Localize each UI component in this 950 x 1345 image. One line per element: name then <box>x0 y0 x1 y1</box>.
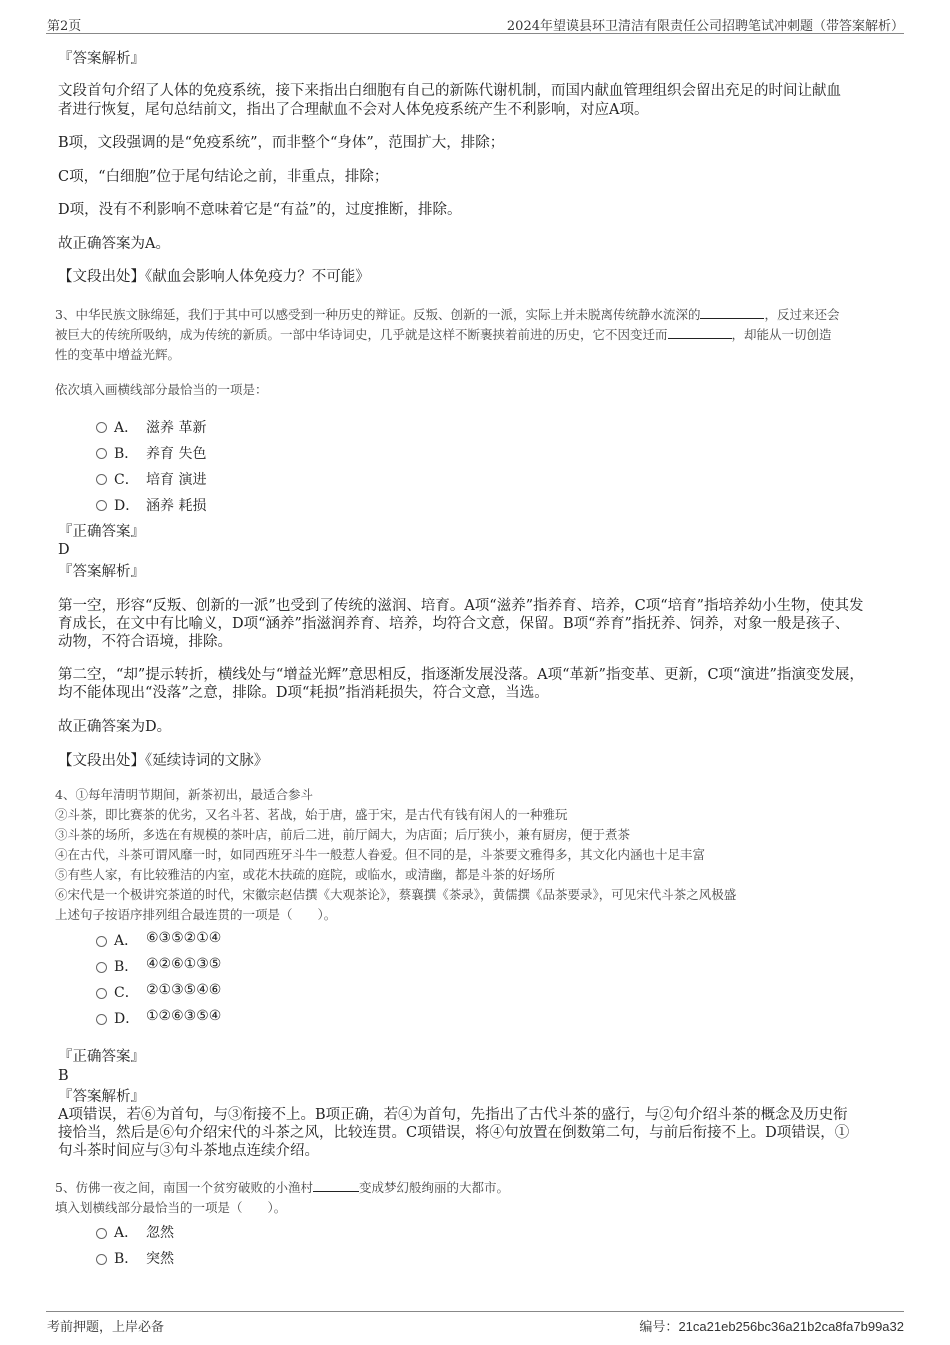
q4-option-c-letter: C． <box>114 985 139 1001</box>
q3-option-b-text: 养育 失色 <box>146 446 207 462</box>
q3-option-c-radio[interactable] <box>96 474 107 485</box>
q3-stem-line <box>55 325 832 345</box>
q5-option-a-letter: A． <box>114 1225 139 1241</box>
q3-option-a-radio[interactable] <box>96 422 107 433</box>
q4-answer-label: 『正确答案』 <box>58 1049 145 1065</box>
q3-answer: D <box>58 542 70 558</box>
q3-analysis-line: 均不能体现出“没落”之意，排除。D项“耗损”指消耗损失，符合文意，当选。 <box>58 685 549 701</box>
q2-analysis-line: 文段首句介绍了人体的免疫系统，接下来指出白细胞有自己的新陈代谢机制，而国内献血管理组织会留出充足的时间让献血 <box>58 83 841 99</box>
q4-option-b-letter: B． <box>114 959 139 975</box>
document-title: 2024年望谟县环卫清洁有限责任公司招聘笔试冲刺题（带答案解析） <box>506 19 904 34</box>
footer-code-value: 21ca21eb256bc36a21b2ca8fa7b99a32 <box>678 1319 904 1334</box>
q3-analysis-line: 第一空，形容“反叛、创新的一派”也受到了传统的滋润、培育。A项“滋养”指养育、培养，C项“培育”指培养幼小生物，使其发 <box>58 598 864 614</box>
q5-instruction: 填入划横线部分最恰当的一项是（ ）。 <box>55 1200 287 1215</box>
q4-option-b-radio[interactable] <box>96 962 107 973</box>
q2-analysis-line: 者进行恢复，尾句总结前文，指出了合理献血不会对人体免疫系统产生不利影响，对应A项。 <box>58 102 649 118</box>
q3-instruction: 依次填入画横线部分最恰当的一项是： <box>55 382 268 397</box>
q3-stem-line: 性的变革中增益光辉。 <box>55 347 181 362</box>
footer-code <box>639 1316 904 1335</box>
q3-stem-text: ，反过来还会 <box>764 307 840 322</box>
q4-option-b-text: ④②⑥①③⑤ <box>146 956 222 972</box>
q4-instruction: 上述句子按语序排列组合最连贯的一项是（ ）。 <box>55 907 337 922</box>
q4-option-c-radio[interactable] <box>96 988 107 999</box>
q3-conclusion: 故正确答案为D。 <box>58 719 172 735</box>
q4-option-a-radio[interactable] <box>96 936 107 947</box>
q4-analysis-label: 『答案解析』 <box>58 1089 145 1105</box>
q5-stem-text: 5、仿佛一夜之间，南国一个贫穷破败的小渔村 <box>55 1180 313 1195</box>
q3-option-d-radio[interactable] <box>96 500 107 511</box>
q4-answer: B <box>58 1068 69 1084</box>
q3-stem-text: ，却能从一切创造 <box>731 327 832 342</box>
q5-option-a-text: 忽然 <box>146 1225 174 1241</box>
q2-analysis-label: 『答案解析』 <box>58 51 145 67</box>
q4-option-c-text: ②①③⑤④⑥ <box>146 982 222 998</box>
q5-blank <box>313 1179 359 1192</box>
q3-option-a-text: 滋养 革新 <box>146 420 207 436</box>
q3-option-c-text: 培育 演进 <box>146 472 207 488</box>
q3-option-a-letter: A． <box>114 420 139 436</box>
q4-analysis-line: 接恰当，然后是⑥句介绍宋代的斗茶之风，比较连贯。C项错误，将④句放置在倒数第二句，与前后衔接不上。D项错误，① <box>58 1125 850 1141</box>
q5-stem-text: 变成梦幻般绚丽的大都市。 <box>358 1180 509 1195</box>
q3-blank-1 <box>700 306 764 319</box>
q4-option-a-text: ⑥③⑤②①④ <box>146 930 222 946</box>
footer-divider <box>46 1311 904 1312</box>
q4-line: ②斗茶，即比赛茶的优劣，又名斗茗、茗战，始于唐，盛于宋，是古代有钱有闲人的一种雅玩 <box>55 807 568 822</box>
q3-analysis-line: 动物，不符合语境，排除。 <box>58 634 232 650</box>
q3-option-b-radio[interactable] <box>96 448 107 459</box>
q5-stem <box>55 1178 509 1198</box>
q3-stem-text: 被巨大的传统所吸纳，成为传统的新质。一部中华诗词史，几乎就是这样不断裹挟着前进的历史，它不因变迁而 <box>55 327 668 342</box>
q4-analysis-line: A项错误，若⑥为首句，与③衔接不上。B项正确，若④为首句，先指出了古代斗茶的盛行，与②句介绍斗茶的概念及历史衔 <box>58 1107 848 1123</box>
q3-answer-label: 『正确答案』 <box>58 524 145 540</box>
q4-option-d-radio[interactable] <box>96 1014 107 1025</box>
q2-source: 【文段出处】《献血会影响人体免疫力？不可能》 <box>58 269 370 285</box>
q4-line: ④在古代，斗茶可谓风靡一时，如同西班牙斗牛一般惹人眷爱。但不同的是，斗茶要文雅得多，其文化内涵也十足丰富 <box>55 847 706 862</box>
q3-option-c-letter: C． <box>114 472 139 488</box>
q3-stem-line <box>55 305 839 325</box>
q2-analysis-line: C项，“白细胞”位于尾句结论之前，非重点，排除； <box>58 169 389 185</box>
q3-option-d-letter: D． <box>114 498 140 514</box>
q3-source: 【文段出处】《延续诗词的文脉》 <box>58 753 269 769</box>
header-divider <box>46 33 904 34</box>
q4-option-a-letter: A． <box>114 933 139 949</box>
q5-option-b-text: 突然 <box>146 1251 174 1267</box>
q3-stem-text: 3、中华民族文脉绵延，我们于其中可以感受到一种历史的辩证。反叛、创新的一派，实际上并未脱离传统静水流深的 <box>55 307 701 322</box>
q4-line: ⑥宋代是一个极讲究茶道的时代，宋徽宗赵佶撰《大观茶论》，蔡襄撰《茶录》，黄儒撰《品茶要录》，可见宋代斗茶之风极盛 <box>55 887 737 902</box>
q4-line: ⑤有些人家，有比较雅洁的内室，或花木扶疏的庭院，或临水，或清幽，都是斗茶的好场所 <box>55 867 556 882</box>
q2-analysis-line: D项，没有不利影响不意味着它是“有益”的，过度推断，排除。 <box>58 202 462 218</box>
q2-conclusion: 故正确答案为A。 <box>58 236 170 252</box>
q4-option-d-text: ①②⑥③⑤④ <box>146 1008 222 1024</box>
footer-code-label: 编号： <box>639 1320 679 1335</box>
q5-option-b-radio[interactable] <box>96 1254 107 1265</box>
q4-line: 4、①每年清明节期间，新茶初出，最适合参斗 <box>55 787 313 802</box>
footer-slogan: 考前押题，上岸必备 <box>47 1320 165 1335</box>
q5-option-b-letter: B． <box>114 1251 139 1267</box>
q4-option-d-letter: D． <box>114 1011 140 1027</box>
q5-option-a-radio[interactable] <box>96 1228 107 1239</box>
q3-analysis-line: 育成长，在文中有比喻义，D项“涵养”指滋润养育、培养，均符合文意，保留。B项“养育”指抚养、饲养，对象一般是孩子、 <box>58 616 850 632</box>
q3-option-b-letter: B． <box>114 446 139 462</box>
q4-line: ③斗茶的场所，多选在有规模的茶叶店，前后二进，前厅阔大，为店面；后厅狭小，兼有厨房，便于煮茶 <box>55 827 631 842</box>
q3-analysis-label: 『答案解析』 <box>58 564 145 580</box>
q3-analysis-line: 第二空，“却”提示转折，横线处与“增益光辉”意思相反，指逐渐发展没落。A项“革新”指变革、更新，C项“演进”指演变发展， <box>58 667 864 683</box>
q2-analysis-line: B项，文段强调的是“免疫系统”，而非整个“身体”，范围扩大，排除； <box>58 135 505 151</box>
q3-blank-2 <box>668 326 732 339</box>
q4-analysis-line: 句斗茶时间应与③句斗茶地点连续介绍。 <box>58 1143 319 1159</box>
page-number: 第2页 <box>47 19 82 34</box>
q3-option-d-text: 涵养 耗损 <box>146 498 207 514</box>
